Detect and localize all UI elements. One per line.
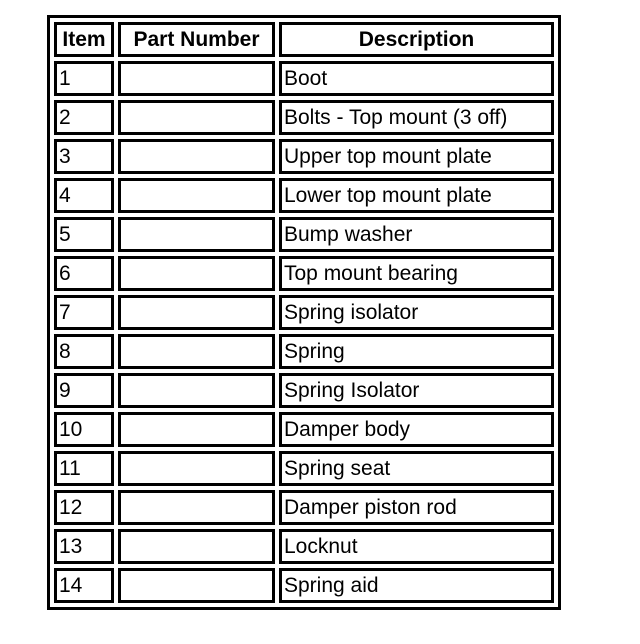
item-cell: 8: [54, 334, 114, 369]
table-row: [54, 529, 554, 564]
part-number-cell: [118, 178, 275, 213]
header-part-number: Part Number: [118, 22, 275, 57]
table-row: [54, 490, 554, 525]
table-row: [54, 100, 554, 135]
description-cell: Bump washer: [279, 217, 554, 252]
part-number-cell: [118, 451, 275, 486]
description-cell: Top mount bearing: [279, 256, 554, 291]
item-cell: 3: [54, 139, 114, 174]
part-number-cell: [118, 61, 275, 96]
table-row: [54, 568, 554, 603]
description-cell: Damper piston rod: [279, 490, 554, 525]
description-cell: Boot: [279, 61, 554, 96]
item-cell: 6: [54, 256, 114, 291]
part-number-cell: [118, 568, 275, 603]
part-number-cell: [118, 217, 275, 252]
table-row: [54, 295, 554, 330]
part-number-cell: [118, 373, 275, 408]
item-cell: 14: [54, 568, 114, 603]
part-number-cell: [118, 256, 275, 291]
part-number-cell: [118, 100, 275, 135]
item-cell: 4: [54, 178, 114, 213]
description-cell: Spring: [279, 334, 554, 369]
header-description: Description: [279, 22, 554, 57]
item-cell: 10: [54, 412, 114, 447]
header-item: Item: [54, 22, 114, 57]
part-number-cell: [118, 334, 275, 369]
table-row: [54, 256, 554, 291]
item-cell: 13: [54, 529, 114, 564]
table-body: [54, 61, 554, 603]
table-row: [54, 139, 554, 174]
table-header: [54, 22, 554, 57]
item-cell: 1: [54, 61, 114, 96]
table-row: [54, 334, 554, 369]
part-number-cell: [118, 139, 275, 174]
description-cell: Damper body: [279, 412, 554, 447]
part-number-cell: [118, 529, 275, 564]
table-row: [54, 217, 554, 252]
table-row: [54, 61, 554, 96]
description-cell: Locknut: [279, 529, 554, 564]
description-cell: Spring aid: [279, 568, 554, 603]
description-cell: Bolts - Top mount (3 off): [279, 100, 554, 135]
parts-table: [47, 15, 561, 610]
item-cell: 9: [54, 373, 114, 408]
item-cell: 5: [54, 217, 114, 252]
description-cell: Upper top mount plate: [279, 139, 554, 174]
description-cell: Spring Isolator: [279, 373, 554, 408]
table-row: [54, 178, 554, 213]
table-row: [54, 451, 554, 486]
table-row: [54, 412, 554, 447]
item-cell: 7: [54, 295, 114, 330]
table-row: [54, 373, 554, 408]
description-cell: Spring isolator: [279, 295, 554, 330]
part-number-cell: [118, 490, 275, 525]
part-number-cell: [118, 412, 275, 447]
part-number-cell: [118, 295, 275, 330]
description-cell: Lower top mount plate: [279, 178, 554, 213]
description-cell: Spring seat: [279, 451, 554, 486]
item-cell: 2: [54, 100, 114, 135]
item-cell: 12: [54, 490, 114, 525]
header-row: [54, 22, 554, 57]
item-cell: 11: [54, 451, 114, 486]
